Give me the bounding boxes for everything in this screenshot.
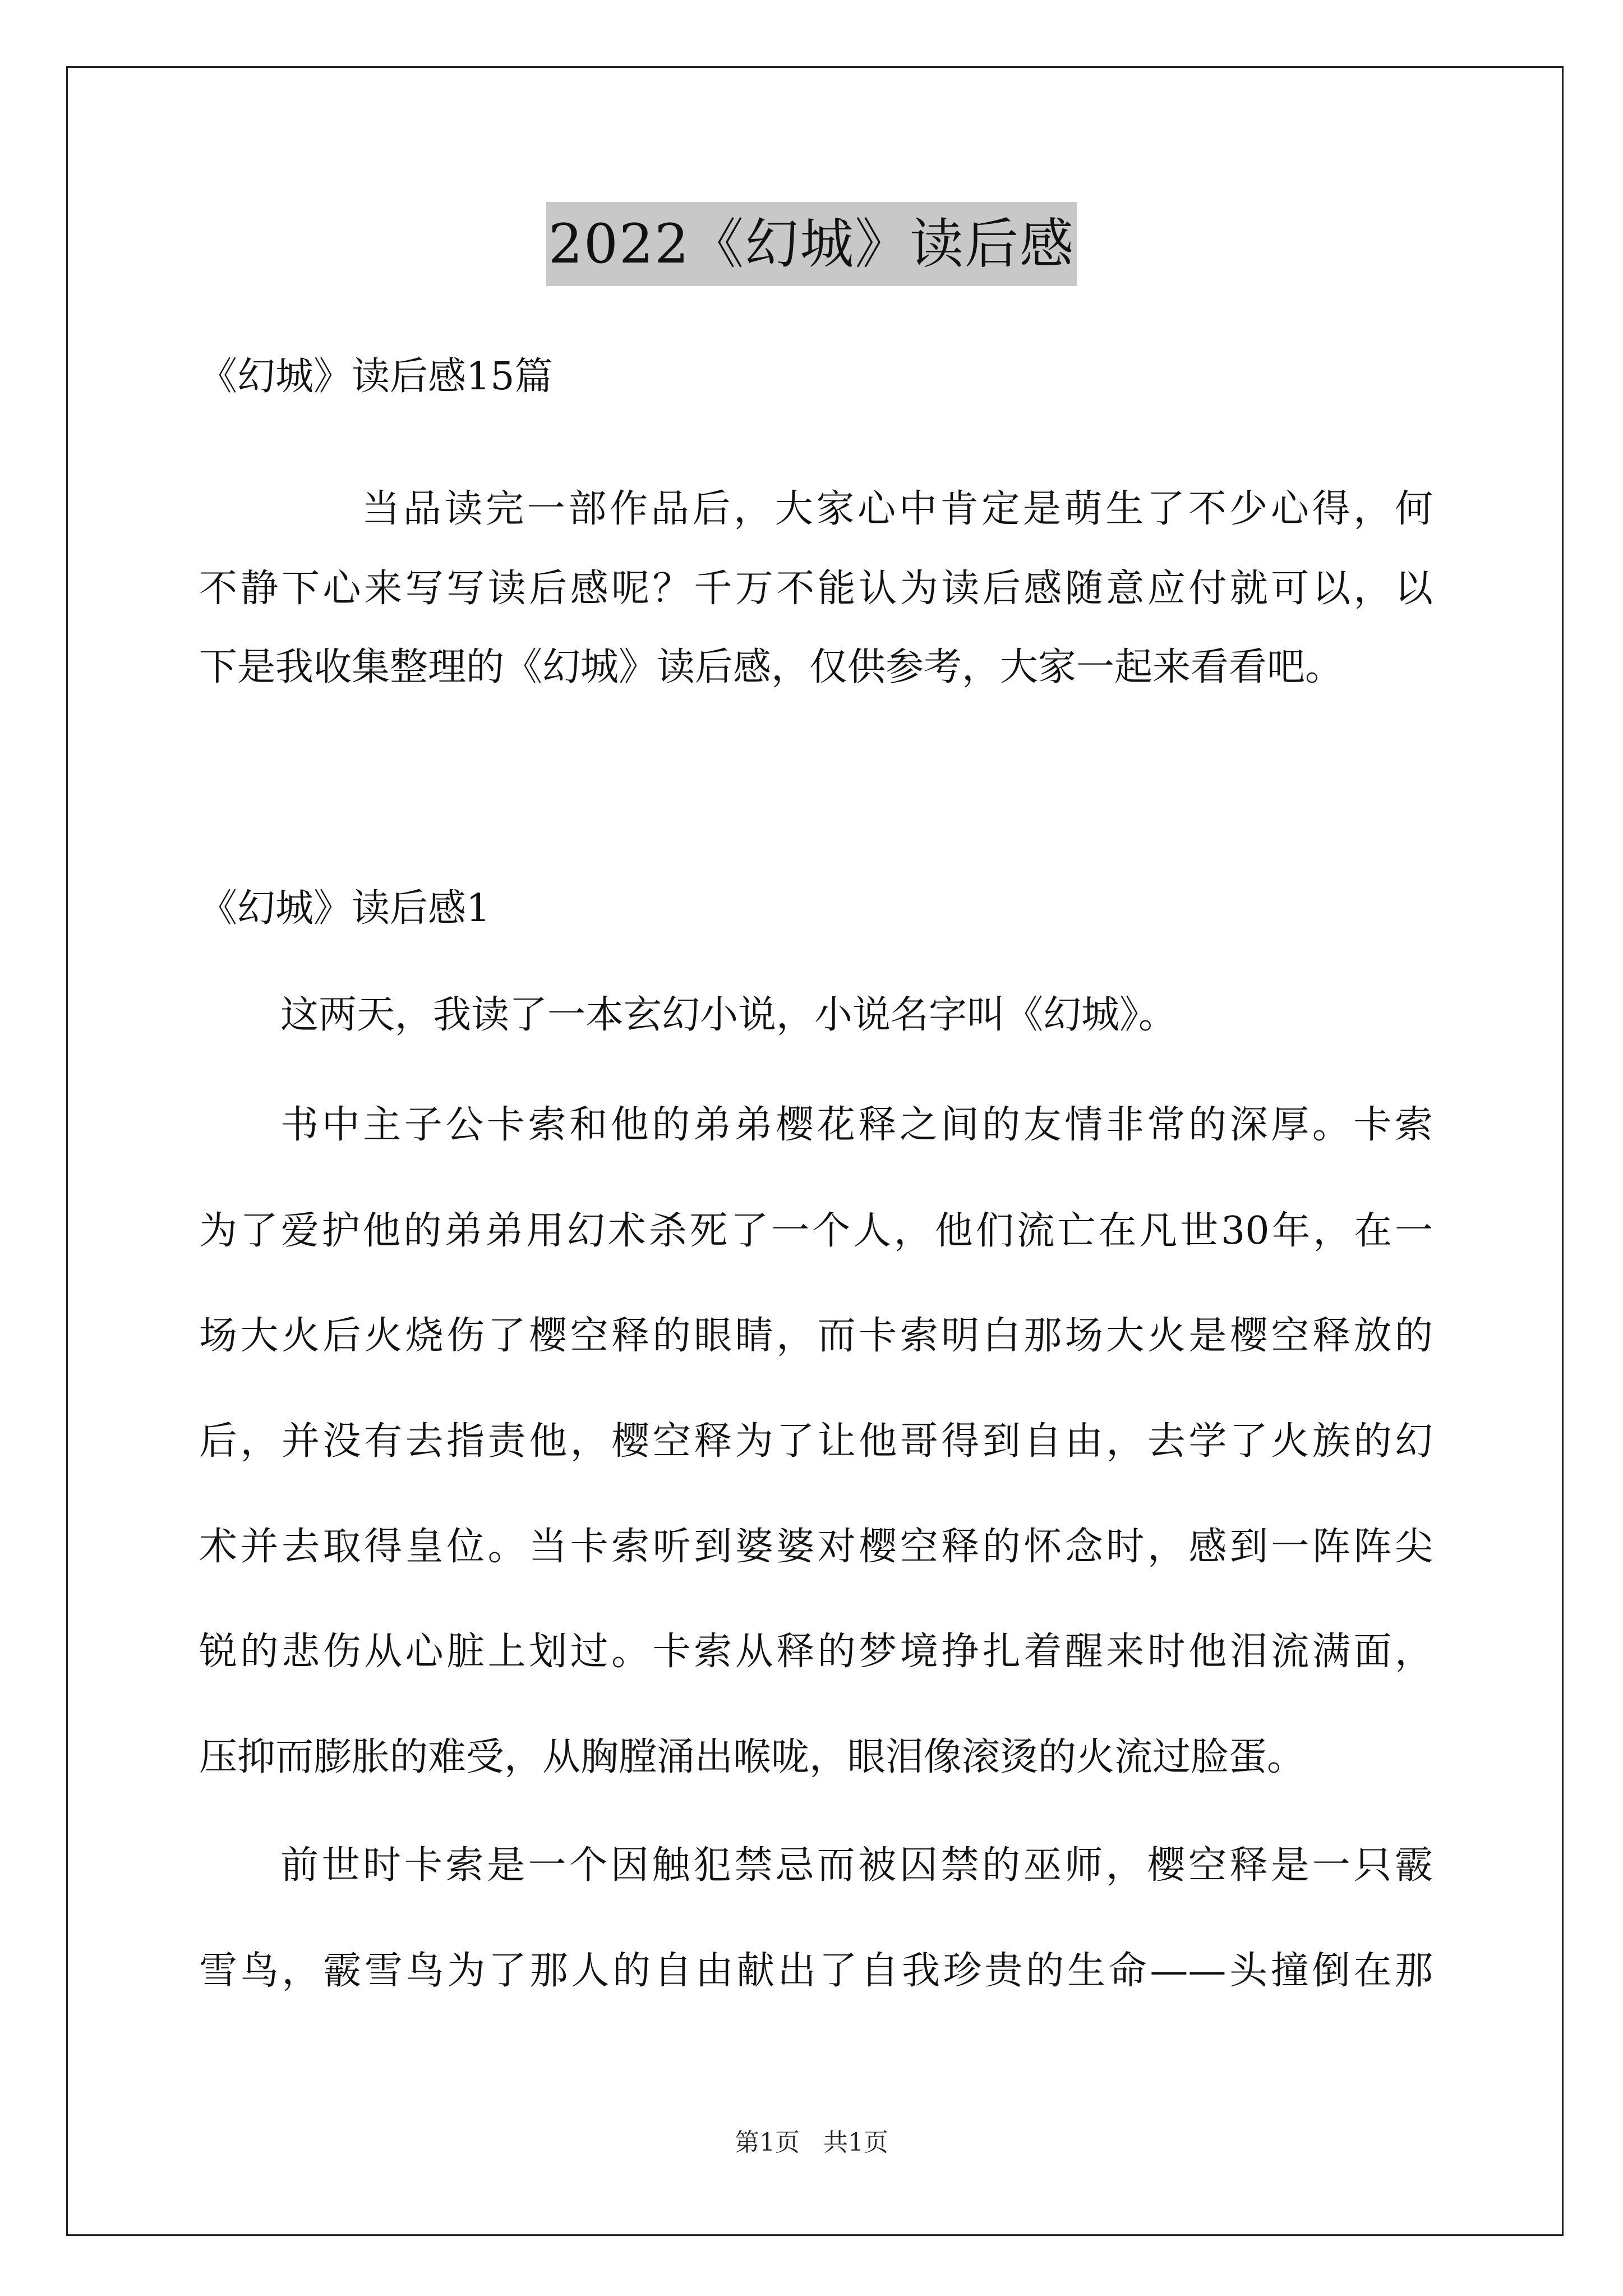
paragraph-line: 书中主子公卡索和他的弟弟樱花释之间的友情非常的深厚。卡索 xyxy=(280,1103,1433,1147)
paragraph-line: 这两天，我读了一本玄幻小说，小说名字叫《幻城》。 xyxy=(280,993,1177,1037)
paragraph-line: 当品读完一部作品后，大家心中肯定是萌生了不少心得，何 xyxy=(362,487,1433,531)
paragraph-line: 不静下心来写写读后感呢？千万不能认为读后感随意应付就可以，以 xyxy=(199,567,1433,611)
page-total: 共1页 xyxy=(823,2128,888,2157)
document-title: 2022《幻城》读后感 xyxy=(546,202,1077,286)
page-number: 第1页 xyxy=(735,2128,800,2157)
paragraph-line: 为了爱护他的弟弟用幻术杀死了一个人，他们流亡在凡世30年，在一 xyxy=(199,1209,1433,1253)
paragraph-line: 压抑而膨胀的难受，从胸膛涌出喉咙，眼泪像滚烫的火流过脸蛋。 xyxy=(199,1735,1306,1779)
paragraph-line: 前世时卡索是一个因触犯禁忌而被囚禁的巫师，樱空释是一只霰 xyxy=(280,1843,1433,1888)
paragraph-line: 后，并没有去指责他，樱空释为了让他哥得到自由，去学了火族的幻 xyxy=(199,1419,1433,1464)
title-container xyxy=(0,202,1623,286)
paragraph-line: 锐的悲伤从心脏上划过。卡索从释的梦境挣扎着醒来时他泪流满面， xyxy=(199,1630,1433,1674)
paragraph-line: 场大火后火烧伤了樱空释的眼睛，而卡索明白那场大火是樱空释放的 xyxy=(199,1314,1433,1358)
subtitle-line: 《幻城》读后感15篇 xyxy=(199,355,553,399)
section-heading: 《幻城》读后感1 xyxy=(199,886,491,931)
paragraph-line: 雪鸟，霰雪鸟为了那人的自由献出了自我珍贵的生命——头撞倒在那 xyxy=(199,1949,1433,1993)
paragraph-line: 下是我收集整理的《幻城》读后感，仅供参考，大家一起来看看吧。 xyxy=(199,645,1344,689)
page-footer xyxy=(0,2126,1623,2160)
paragraph-line: 术并去取得皇位。当卡索听到婆婆对樱空释的怀念时，感到一阵阵尖 xyxy=(199,1525,1433,1569)
